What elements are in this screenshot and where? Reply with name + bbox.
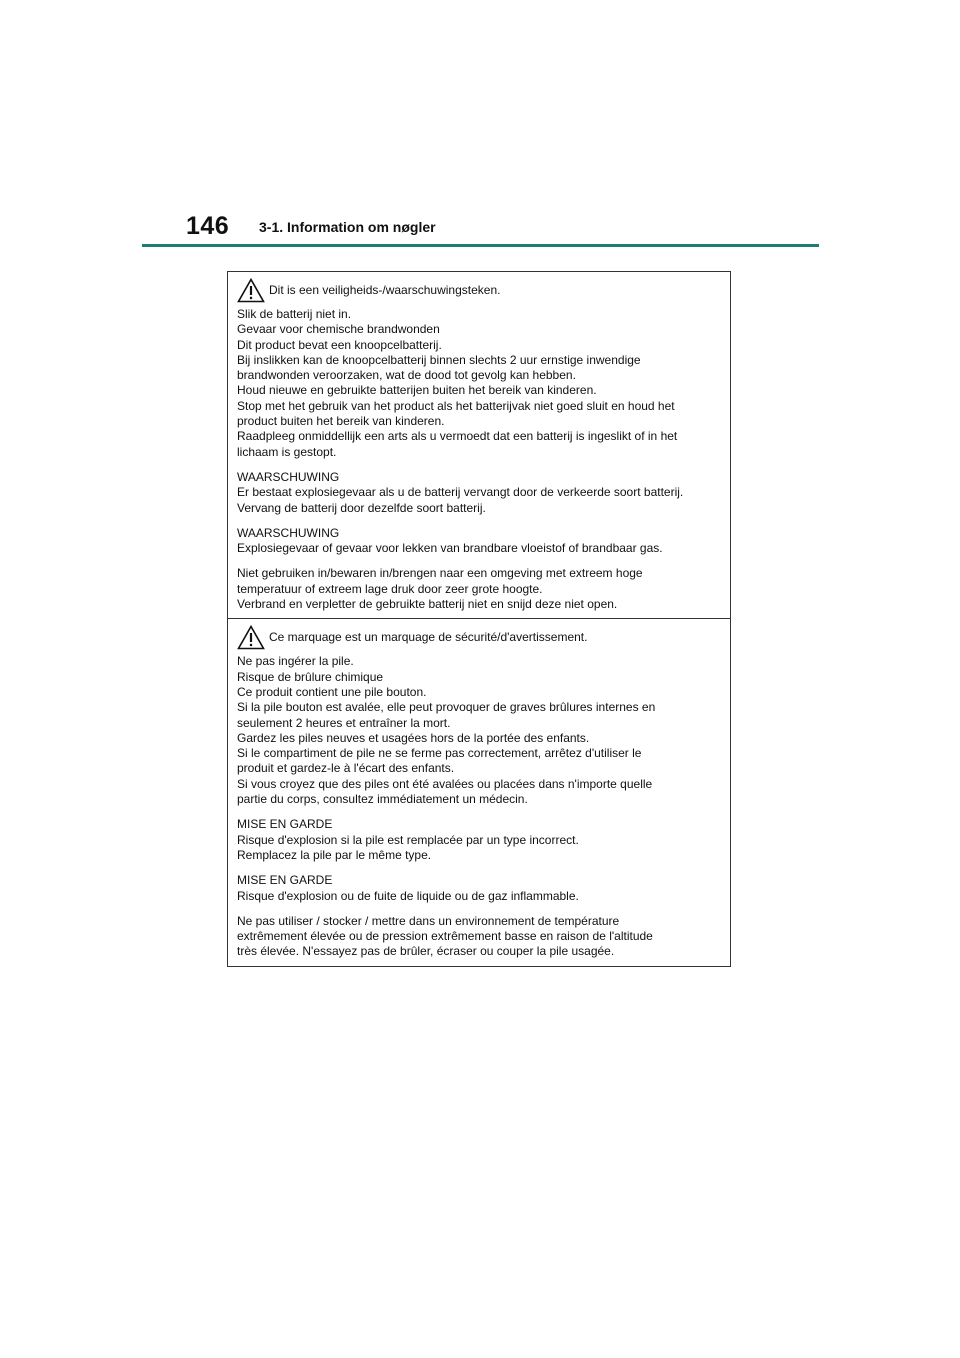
text-line: temperatuur of extreem lage druk door zeer grote hoogte. bbox=[237, 581, 543, 596]
dutch-warning-panel bbox=[228, 272, 730, 618]
dutch-panel-heading: Dit is een veiligheids-/waarschuwingsteken. bbox=[269, 282, 501, 297]
text-line: Niet gebruiken in/bewaren in/brengen naar een omgeving met extreem hoge bbox=[237, 566, 643, 581]
text-line: Si la pile bouton est avalée, elle peut provoquer de graves brûlures internes en bbox=[237, 700, 656, 715]
paragraph-group bbox=[237, 526, 722, 557]
text-line: seulement 2 heures et entraîner la mort. bbox=[237, 715, 451, 730]
text-line: WAARSCHUWING bbox=[237, 469, 340, 484]
text-line: brandwonden veroorzaken, wat de dood tot gevolg kan hebben. bbox=[237, 368, 576, 383]
text-line: Er bestaat explosiegevaar als u de batterij vervangt door de verkeerde soort batterij. bbox=[237, 485, 684, 500]
paragraph-group bbox=[237, 307, 722, 460]
text-line: Remplacez la pile par le même type. bbox=[237, 847, 432, 862]
text-line: product buiten het bereik van kinderen. bbox=[237, 414, 445, 429]
paragraph-group bbox=[237, 914, 722, 960]
text-line: Risque d'explosion si la pile est remplacée par un type incorrect. bbox=[237, 832, 579, 847]
text-line: Ne pas ingérer la pile. bbox=[237, 654, 354, 669]
warning-triangle-icon bbox=[237, 278, 265, 303]
paragraph-group bbox=[237, 654, 722, 807]
text-line: Ne pas utiliser / stocker / mettre dans un environnement de température bbox=[237, 913, 620, 928]
text-line: Si vous croyez que des piles ont été avalées ou placées dans n'importe quelle bbox=[237, 776, 653, 791]
text-line: MISE EN GARDE bbox=[237, 873, 333, 888]
paragraph-group bbox=[237, 873, 722, 904]
text-line: Gardez les piles neuves et usagées hors de la portée des enfants. bbox=[237, 730, 590, 745]
paragraph-group bbox=[237, 566, 722, 612]
french-panel-body bbox=[237, 654, 722, 959]
text-line: Gevaar voor chemische brandwonden bbox=[237, 322, 440, 337]
warning-triangle-icon bbox=[237, 625, 265, 650]
text-line: Risque de brûlure chimique bbox=[237, 669, 384, 684]
dutch-panel-body bbox=[237, 307, 722, 612]
french-panel-heading: Ce marquage est un marquage de sécurité/d'avertissement. bbox=[269, 630, 588, 645]
text-line: Vervang de batterij door dezelfde soort batterij. bbox=[237, 500, 486, 515]
text-line: partie du corps, consultez immédiatement un médecin. bbox=[237, 792, 528, 807]
text-line: Stop met het gebruik van het product als het batterijvak niet goed sluit en houd het bbox=[237, 398, 675, 413]
text-line: Risque d'explosion ou de fuite de liquide ou de gaz inflammable. bbox=[237, 888, 579, 903]
warning-box bbox=[227, 271, 731, 967]
page-number: 146 bbox=[186, 212, 230, 240]
paragraph-group bbox=[237, 817, 722, 863]
text-line: extrêmement élevée ou de pression extrêmement basse en raison de l'altitude bbox=[237, 929, 653, 944]
text-line: Dit product bevat een knoopcelbatterij. bbox=[237, 337, 442, 352]
paragraph-group bbox=[237, 470, 722, 516]
text-line: Verbrand en verpletter de gebruikte batterij niet en snijd deze niet open. bbox=[237, 597, 618, 612]
french-warning-panel bbox=[228, 618, 730, 965]
text-line: Houd nieuwe en gebruikte batterijen buiten het bereik van kinderen. bbox=[237, 383, 597, 398]
text-line: produit et gardez-le à l'écart des enfants. bbox=[237, 761, 455, 776]
text-line: Raadpleeg onmiddellijk een arts als u vermoedt dat een batterij is ingeslikt of in het bbox=[237, 429, 678, 444]
text-line: WAARSCHUWING bbox=[237, 525, 340, 540]
header-rule bbox=[142, 244, 819, 247]
dutch-panel-header bbox=[237, 278, 722, 303]
text-line: Explosiegevaar of gevaar voor lekken van brandbare vloeistof of brandbaar gas. bbox=[237, 541, 663, 556]
text-line: MISE EN GARDE bbox=[237, 817, 333, 832]
text-line: Si le compartiment de pile ne se ferme pas correctement, arrêtez d'utiliser le bbox=[237, 746, 642, 761]
section-title: 3-1. Information om nøgler bbox=[259, 219, 436, 235]
text-line: Bij inslikken kan de knoopcelbatterij binnen slechts 2 uur ernstige inwendige bbox=[237, 352, 641, 367]
text-line: Ce produit contient une pile bouton. bbox=[237, 684, 427, 699]
text-line: très élevée. N'essayez pas de brûler, écraser ou couper la pile usagée. bbox=[237, 944, 615, 959]
french-panel-header bbox=[237, 625, 722, 650]
text-line: lichaam is gestopt. bbox=[237, 444, 337, 459]
text-line: Slik de batterij niet in. bbox=[237, 307, 352, 321]
